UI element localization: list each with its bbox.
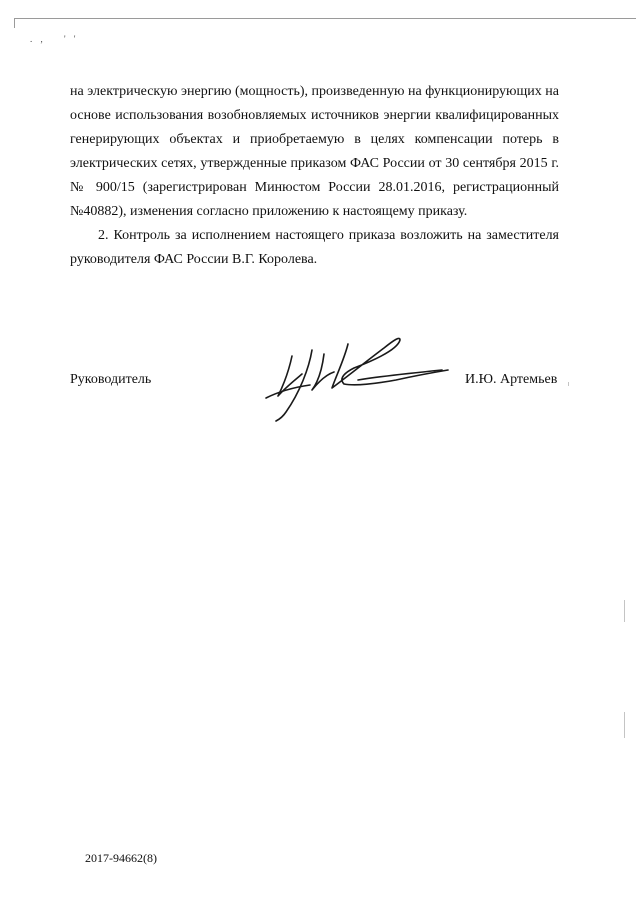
clause-2: 2. Контроль за исполнением настоящего приказа возложить на заместителя руководителя ФАС России В.Г. Королева. (70, 228, 559, 267)
document-number: 2017-94662(8) (85, 851, 157, 865)
scan-speck (624, 600, 625, 622)
scan-edge-mark (14, 18, 15, 28)
scan-edge-line (14, 18, 636, 19)
scan-artifact-dots: . , (30, 34, 46, 44)
scan-speck (624, 712, 625, 738)
handwritten-signature-icon (262, 330, 452, 422)
signatory-name: И.Ю. Артемьев (465, 372, 558, 387)
scan-artifact-dots: ' ' (64, 34, 79, 44)
document-body (70, 80, 559, 272)
scan-speck (568, 382, 569, 386)
paragraph-continuation: на электрическую энергию (мощность), произведенную на функционирующих на основе использования возобновляемых источников энергии квалифицированных генерирующих объектах и приобретаемую в целях компенсации потерь в электрических сетях, утвержденные приказом ФАС России от 30 сентября 2015 г. № 900/15 (зарегистрирован Минюстом России 28.01.2016, регистрационный №40882), изменения согласно приложению к настоящему приказу. (70, 84, 559, 219)
signatory-role: Руководитель (70, 372, 152, 387)
